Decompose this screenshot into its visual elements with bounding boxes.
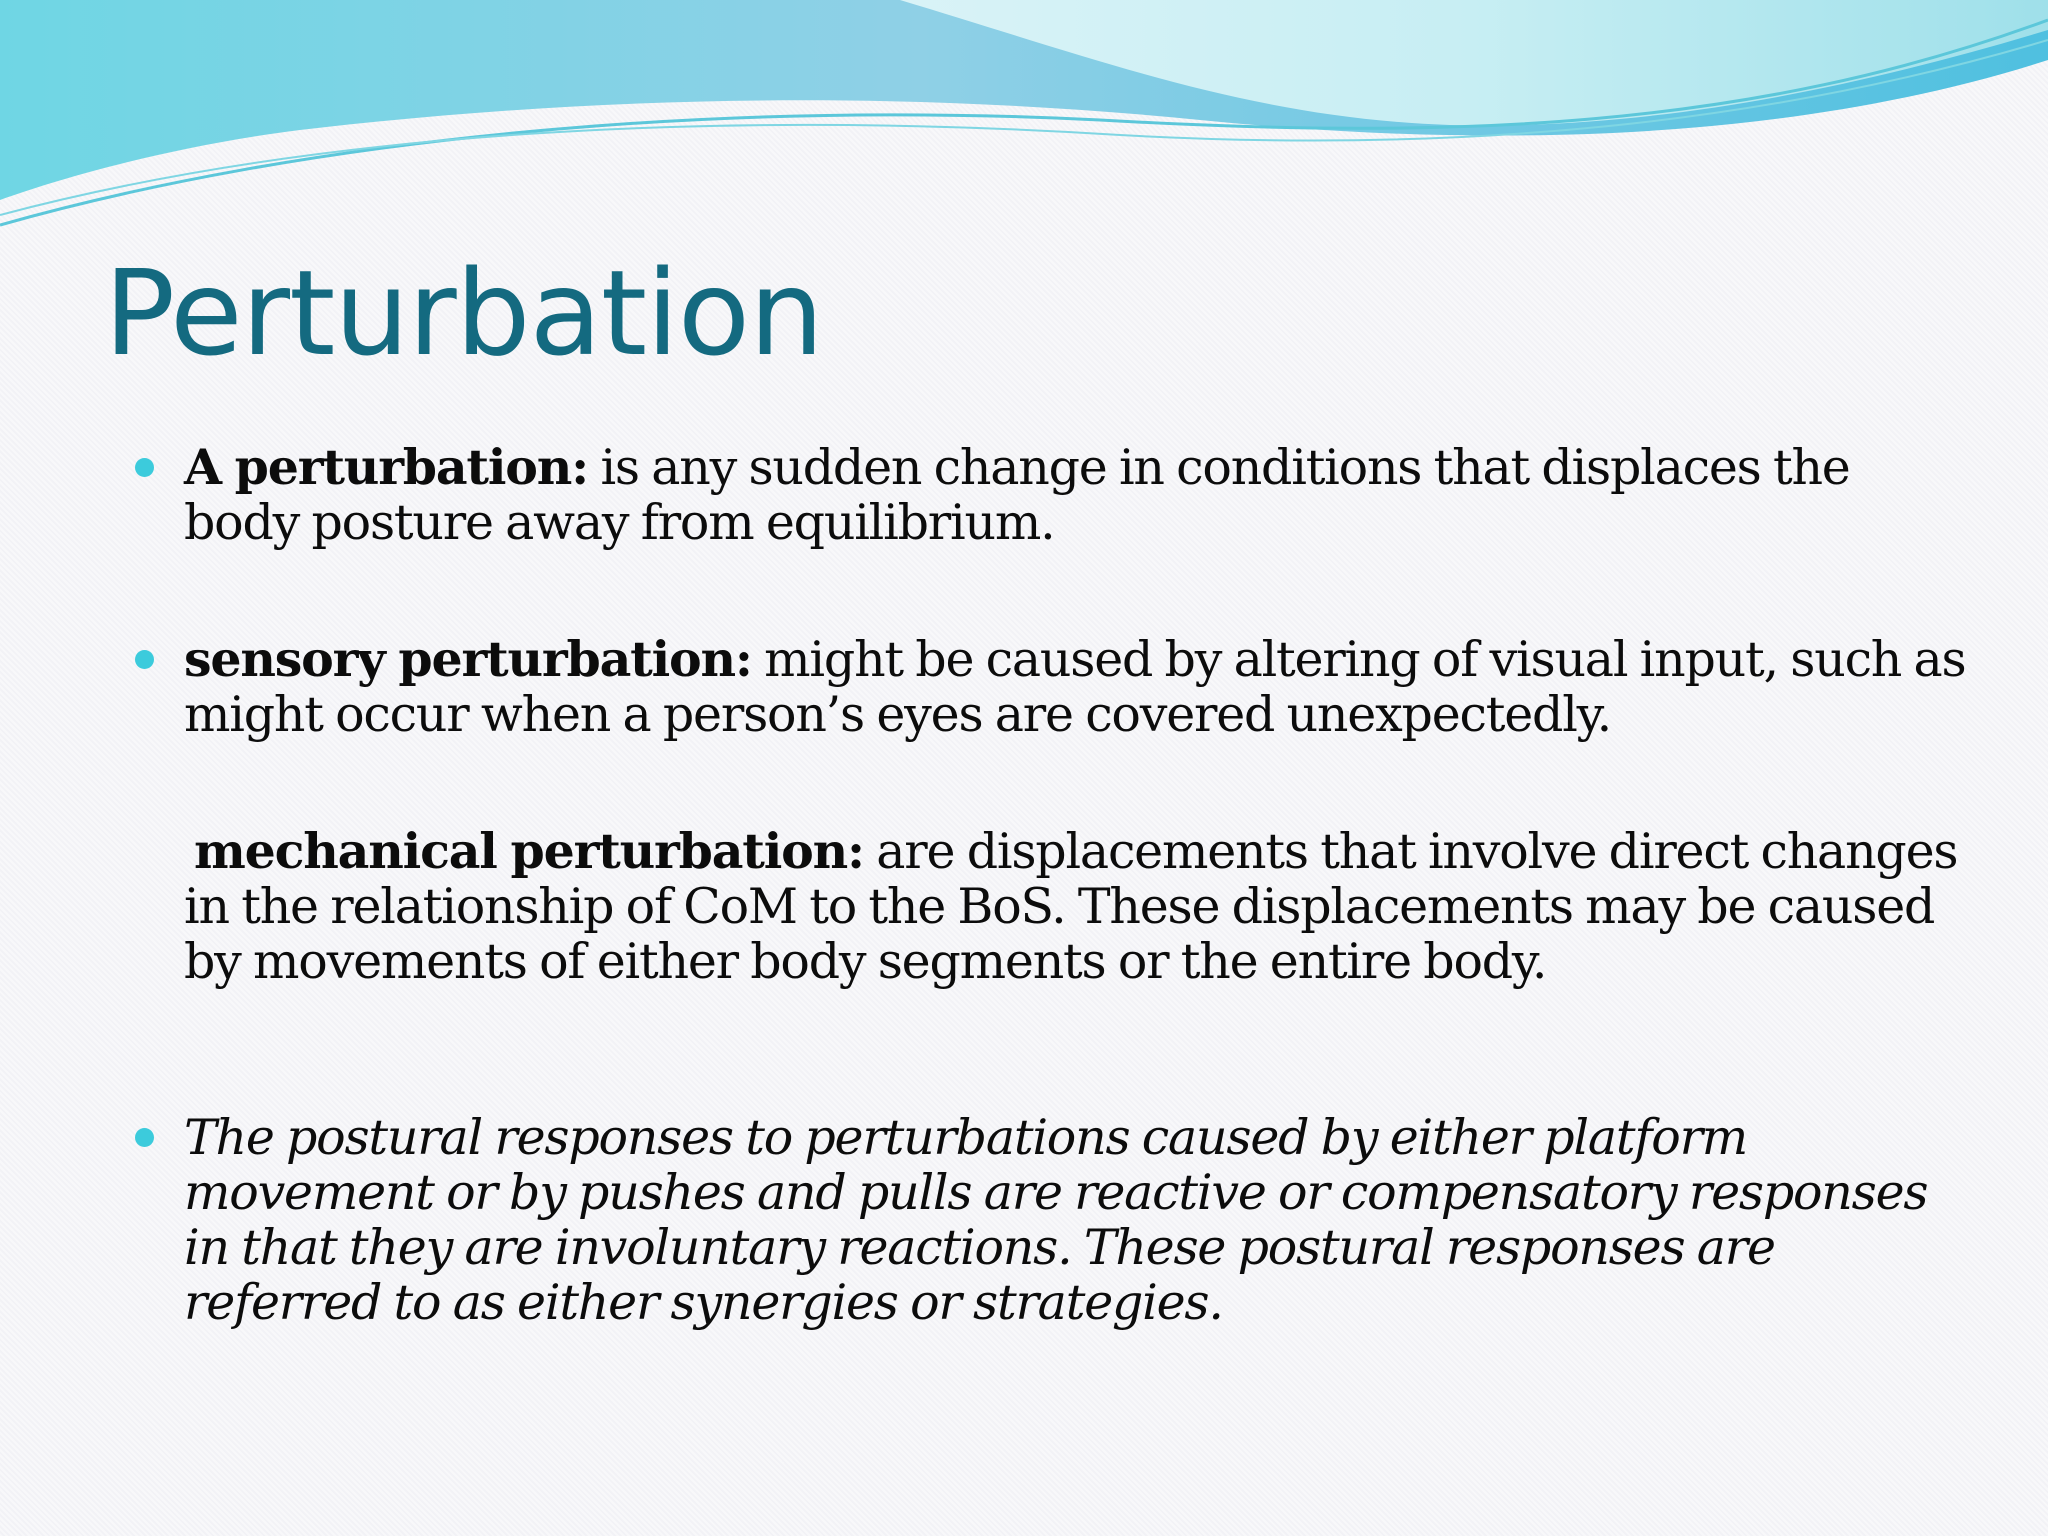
bullet-dot-icon <box>135 650 154 669</box>
term-label: A perturbation: <box>184 438 589 496</box>
term-label: sensory perturbation: <box>184 630 752 688</box>
list-item-mechanical-perturbation <box>184 824 1974 989</box>
slide-title: Perturbation <box>104 244 823 382</box>
list-item-postural-responses <box>184 1110 1974 1330</box>
list-item-a-perturbation <box>184 440 1974 550</box>
term-definition: are displacements that involve direct changes in the relationship of CoM to the BoS. These displacements may be caused by movements of either body segments or the entire body. <box>184 823 1958 990</box>
term-label: mechanical perturbation: <box>194 822 864 880</box>
term-definition: is any sudden change in conditions that displaces the body posture away from equilibrium. <box>184 439 1850 551</box>
bullet-dot-icon <box>135 458 154 477</box>
term-definition: might be caused by altering of visual input, such as might occur when a person’s eyes are covered unexpectedly. <box>184 631 1966 743</box>
header-wave-decoration <box>0 0 2048 240</box>
list-item-sensory-perturbation <box>184 632 1974 742</box>
bullet-dot-icon <box>135 1128 154 1147</box>
postural-responses-text: The postural responses to perturbations caused by either platform movement or by pushes and pulls are reactive or compensatory responses in that they are involuntary reactions. These postural responses are referred to as either synergies or strategies. <box>184 1109 1928 1331</box>
